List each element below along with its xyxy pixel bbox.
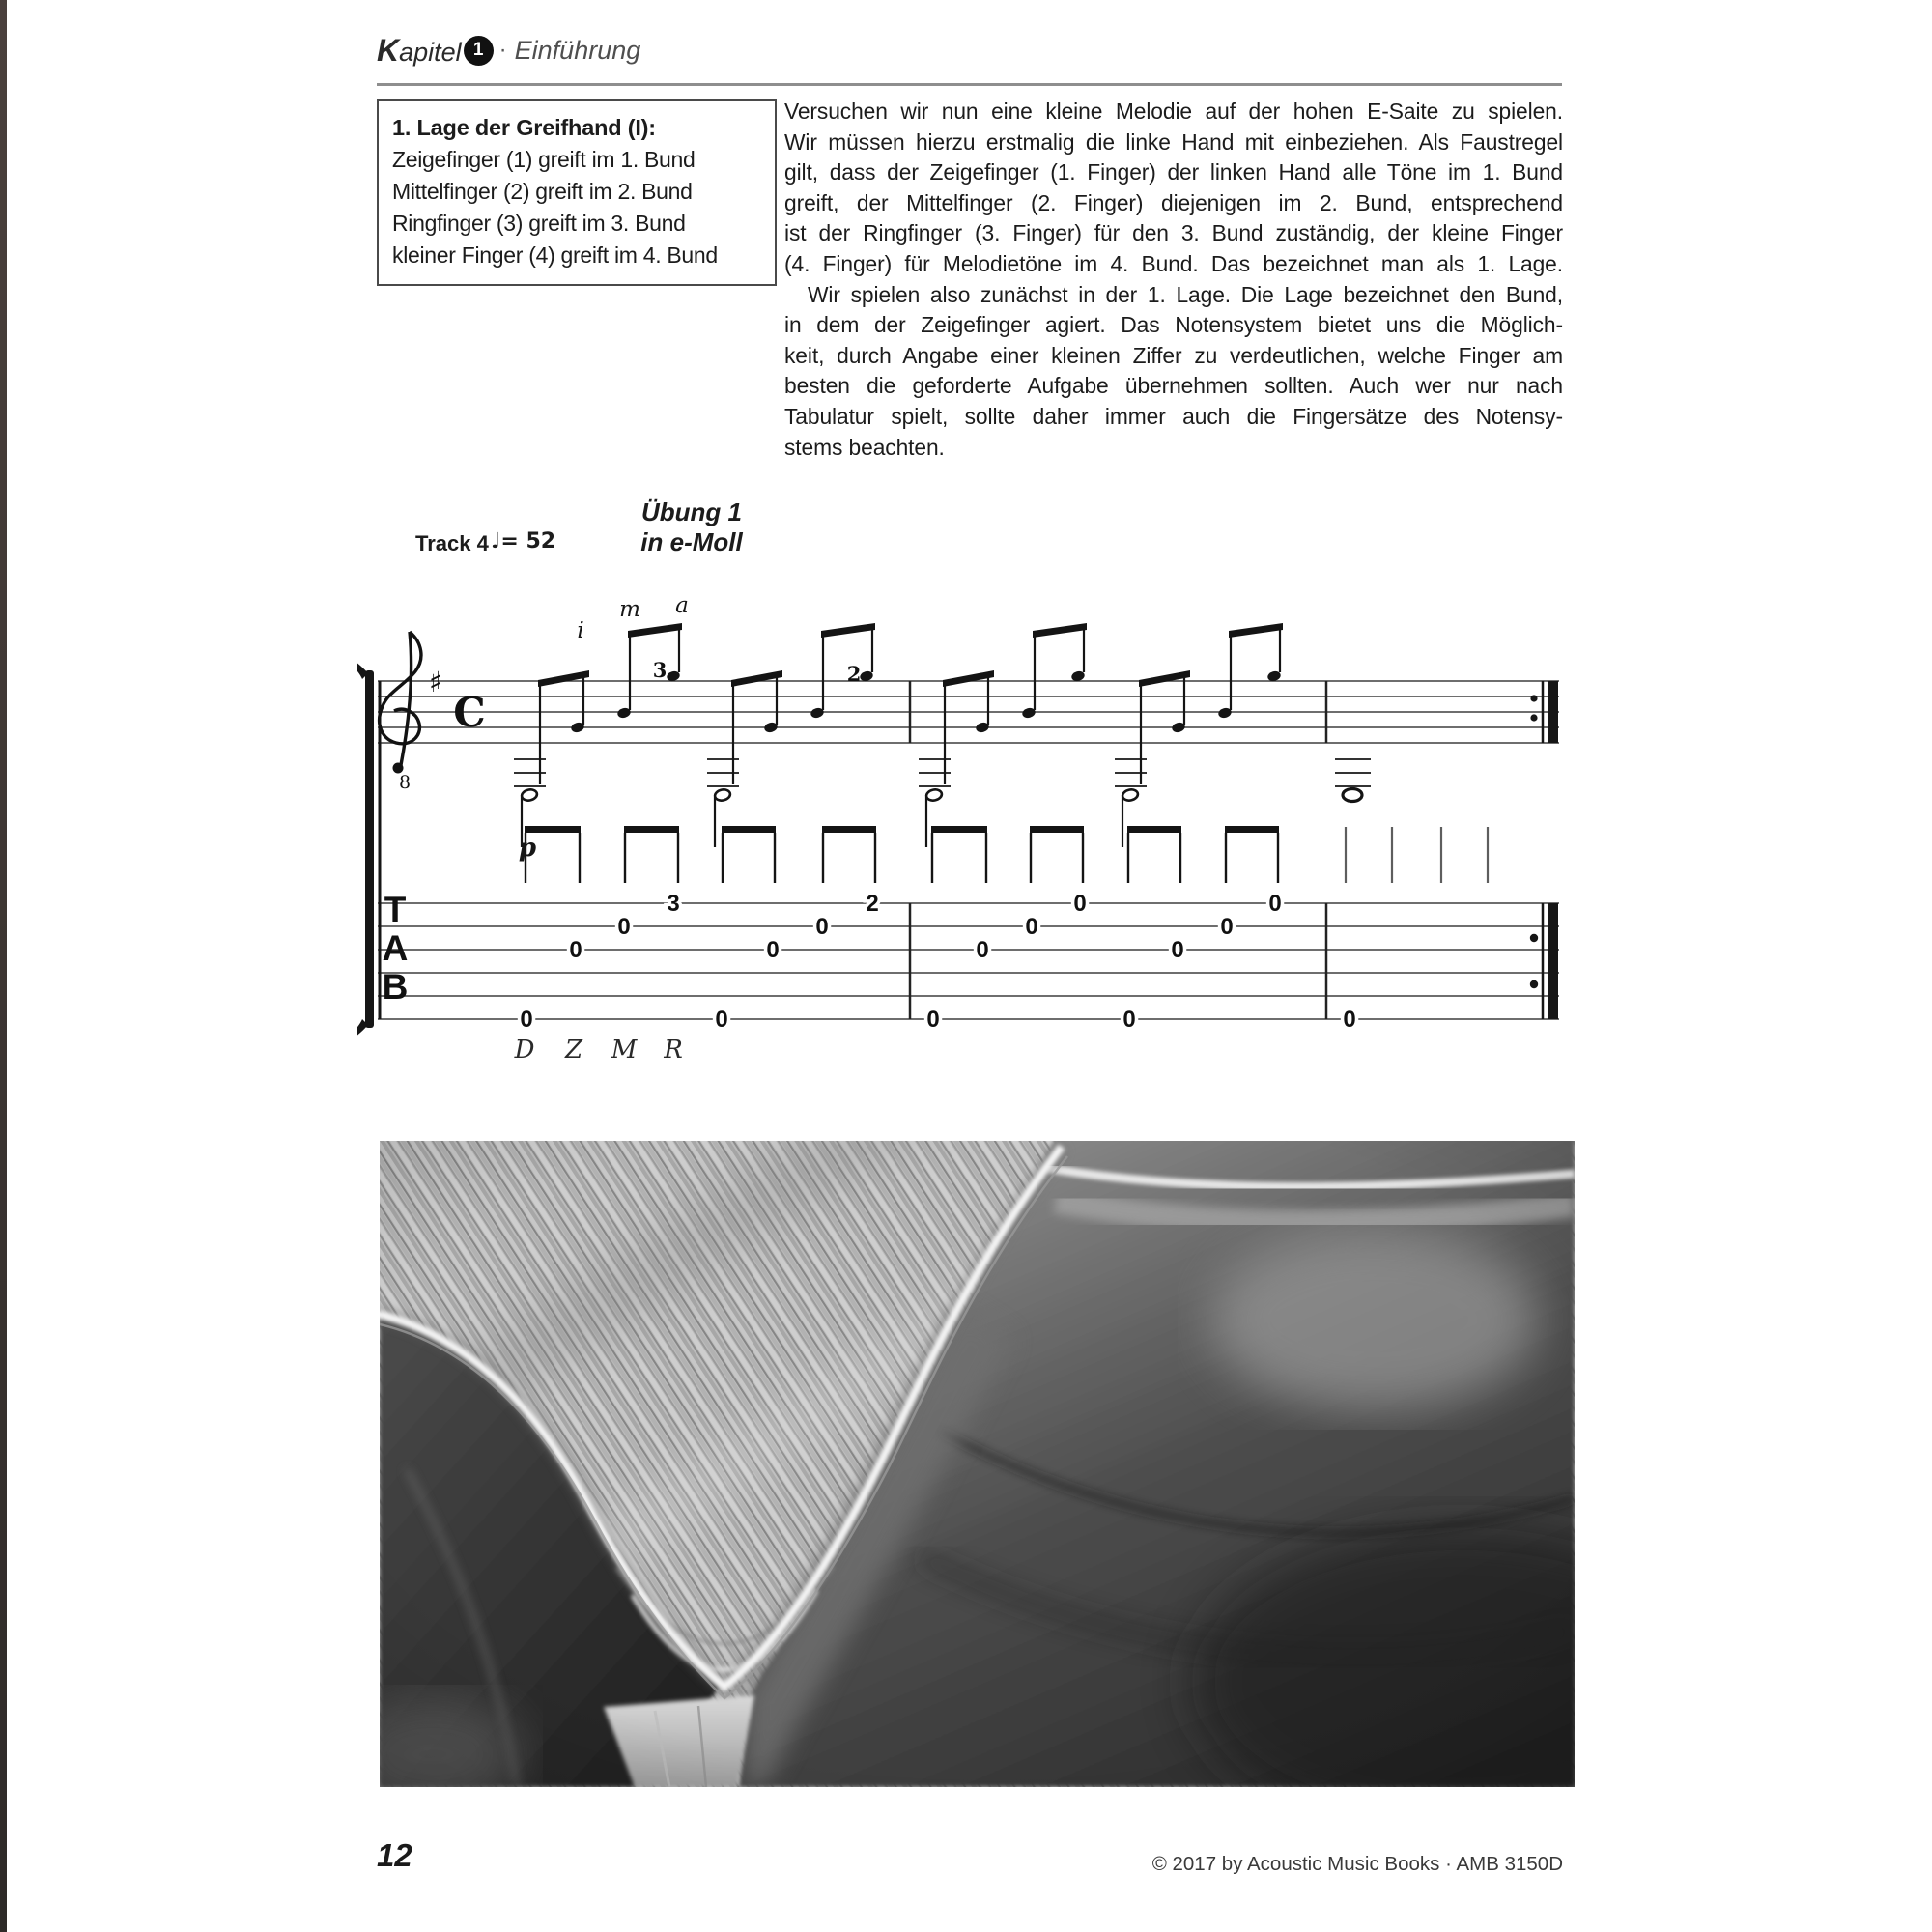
chapter-word: Kapitel <box>377 32 462 68</box>
chapter-title: Einführung <box>514 35 641 65</box>
stroke-letter-z: Z <box>564 1036 583 1065</box>
paragraph-1: Versuchen wir nun eine kleine Melodie auf der hohen E-Saite zu spielen. Wir müssen hierzu erstmalig die linke Hand mit einbeziehen. Als Faustregel gilt, dass der Zeigefinger (1. Finger) der linken Hand alle Töne im 1. Bund greift, der Mittelfinger (2. Finger) diejenigen im 2. Bund, entsprechend ist der Ringfinger (3. Finger) für den 3. Bund zuständig, der kleine Finger (4. Finger) für Melodietöne im 4. Bund. Das bezeichnet man als 1. Lage. <box>784 99 1563 276</box>
svg-text:0: 0 <box>1343 1007 1356 1033</box>
fingering-info-box <box>377 99 777 286</box>
page-edge-strip <box>0 0 7 1932</box>
svg-text:0: 0 <box>976 937 989 963</box>
stroke-letter-r: R <box>664 1036 683 1065</box>
copyright-line: © 2017 by Acoustic Music Books · AMB 3150D <box>1151 1853 1563 1875</box>
music-notation <box>357 589 1575 1072</box>
left-hand-finger-3: 3 <box>652 658 668 682</box>
tempo-marking: ♩= 52 <box>491 529 556 554</box>
paragraph-2: Wir spielen also zunächst in der 1. Lage. Die Lage bezeichnet den Bund, in dem der Zeigefinger agiert. Das Notensystem bietet uns die Möglich- keit, durch Angabe einer kleinen Ziffer zu verdeutlichen, welche Finger am besten die geforderte Aufgabe übernehmen sollten. Auch wer nur nach Tabulatur spielt, sollte daher immer auch die Fingersätze des Notensy- stems beachten. <box>784 281 1563 460</box>
exercise-title-line1: Übung 1 <box>641 497 742 526</box>
page-number: 12 <box>377 1837 412 1873</box>
finger-m-label: m <box>619 597 640 622</box>
svg-text:2: 2 <box>866 891 879 917</box>
tab-letter-b: B <box>382 967 409 1007</box>
svg-text:0: 0 <box>926 1007 940 1033</box>
svg-text:0: 0 <box>766 937 780 963</box>
finger-i-label: i <box>577 618 584 643</box>
svg-text:0: 0 <box>617 914 631 940</box>
tab-letter-t: T <box>384 890 407 929</box>
exercise-title-line2: in e-Moll <box>640 527 743 556</box>
svg-text:0: 0 <box>1025 914 1038 940</box>
info-box-title: 1. Lage der Greifhand (I): <box>392 115 656 140</box>
svg-text:0: 0 <box>1073 891 1087 917</box>
guitar-photo <box>380 1141 1575 1787</box>
clef-octave-8: 8 <box>398 772 412 793</box>
chapter-number-badge: 1 <box>464 36 494 66</box>
svg-text:0: 0 <box>1268 891 1282 917</box>
svg-text:0: 0 <box>569 937 582 963</box>
stroke-letter-d: D <box>514 1036 535 1065</box>
chapter-header <box>377 29 640 71</box>
left-hand-finger-2: 2 <box>846 662 862 686</box>
chapter-separator: · <box>498 37 507 63</box>
header-rule <box>377 83 1562 86</box>
svg-text:0: 0 <box>1122 1007 1136 1033</box>
treble-clef-icon <box>380 632 421 774</box>
svg-text:3: 3 <box>667 891 680 917</box>
time-signature: C <box>453 689 486 736</box>
svg-text:0: 0 <box>520 1007 533 1033</box>
svg-text:0: 0 <box>1171 937 1184 963</box>
exercise-title <box>595 497 788 557</box>
key-signature-sharp: ♯ <box>428 666 443 698</box>
dynamic-p: p <box>518 834 537 863</box>
tab-letter-a: A <box>382 928 409 968</box>
svg-text:0: 0 <box>815 914 829 940</box>
stroke-letter-m: M <box>611 1036 638 1065</box>
staff-and-tab-generated <box>357 623 1559 1044</box>
info-box-lines: Zeigefinger (1) greift im 1. Bund Mittelfinger (2) greift im 2. Bund Ringfinger (3) greift im 3. Bund kleiner Finger (4) greift im 4. Bund <box>392 147 718 268</box>
svg-text:0: 0 <box>1220 914 1234 940</box>
finger-a-label: a <box>675 593 689 618</box>
track-label: Track 4 <box>415 531 489 555</box>
svg-text:0: 0 <box>715 1007 728 1033</box>
body-text <box>784 97 1563 463</box>
